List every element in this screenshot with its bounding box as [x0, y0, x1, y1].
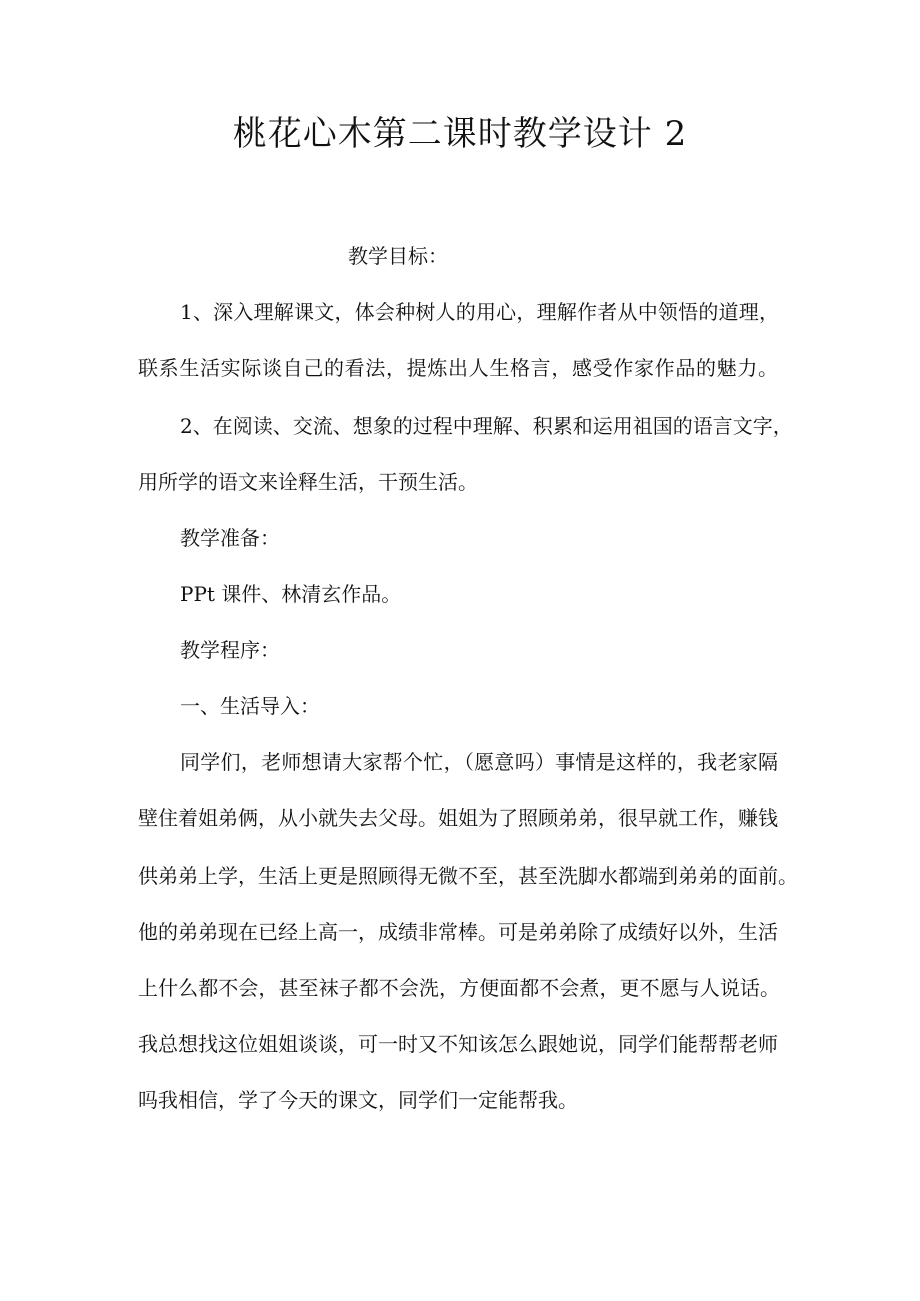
paragraph-line: 联系生活实际谈自己的看法，提炼出人生格言，感受作家作品的魅力。	[138, 356, 778, 380]
paragraph-line: 我总想找这位姐姐谈谈，可一时又不知该怎么跟她说，同学们能帮帮老师	[138, 1032, 778, 1056]
heading-teaching-goals: 教学目标：	[348, 244, 448, 268]
paragraph-line: PPt 课件、林清玄作品。	[180, 582, 402, 606]
paragraph-line: 同学们，老师想请大家帮个忙，（愿意吗）事情是这样的，我老家隔	[180, 750, 778, 774]
paragraph-line: 供弟弟上学，生活上更是照顾得无微不至，甚至洗脚水都端到弟弟的面前。	[138, 864, 798, 888]
paragraph-line: 吗我相信，学了今天的课文，同学们一定能帮我。	[138, 1088, 578, 1112]
paragraph-line: 他的弟弟现在已经上高一，成绩非常棒。可是弟弟除了成绩好以外，生活	[138, 920, 778, 944]
document-title: 桃花心木第二课时教学设计 2	[232, 114, 688, 154]
paragraph-line: 壁住着姐弟俩，从小就失去父母。姐姐为了照顾弟弟，很早就工作，赚钱	[138, 806, 778, 830]
heading-teaching-procedure: 教学程序：	[180, 638, 280, 662]
paragraph-line: 1、深入理解课文，体会种树人的用心，理解作者从中领悟的道理，	[180, 300, 779, 324]
heading-teaching-preparation: 教学准备：	[180, 526, 280, 550]
paragraph-line: 上什么都不会，甚至袜子都不会洗，方便面都不会煮，更不愿与人说话。	[138, 976, 780, 1000]
paragraph-line: 用所学的语文来诠释生活，干预生活。	[138, 470, 478, 494]
section-heading: 一、生活导入：	[180, 694, 320, 718]
paragraph-line: 2、在阅读、交流、想象的过程中理解、积累和运用祖国的语言文字，	[180, 414, 793, 438]
